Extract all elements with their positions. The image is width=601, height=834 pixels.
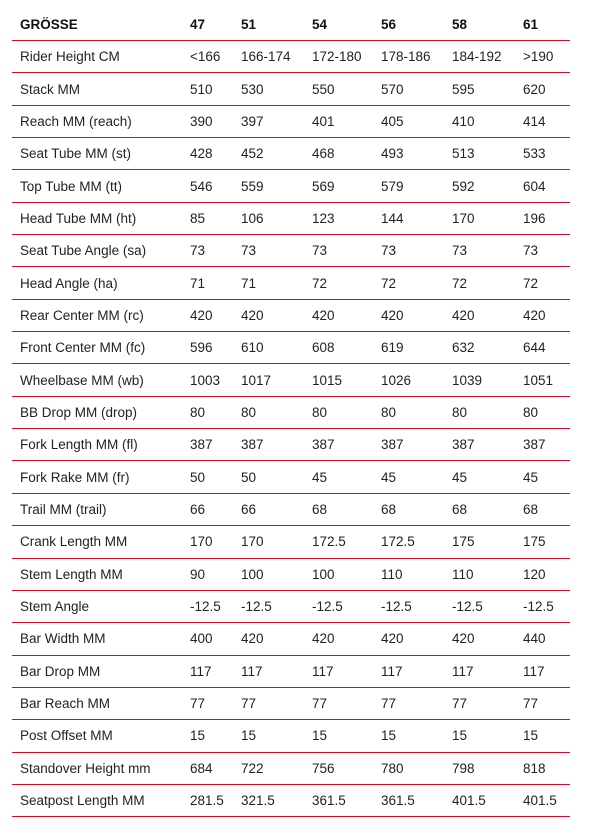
table-cell: 66 [182,493,233,525]
table-cell: 420 [182,299,233,331]
table-cell: 117 [373,655,444,687]
table-cell: 15 [304,720,373,752]
row-label: Bar Drop MM [12,655,182,687]
table-cell: 15 [373,720,444,752]
table-cell: 170 [182,526,233,558]
table-cell: 15 [444,720,515,752]
table-cell: 818 [515,752,570,784]
table-cell: 68 [444,493,515,525]
table-cell: 400 [182,623,233,655]
table-cell: 595 [444,73,515,105]
table-cell: -12.5 [515,590,570,622]
column-header-size-56: 56 [373,8,444,41]
table-cell: 73 [304,235,373,267]
table-cell: 72 [515,267,570,299]
row-label: Top Tube MM (tt) [12,170,182,202]
row-label: Seatpost Length MM [12,784,182,816]
table-row [12,720,570,752]
table-cell: 632 [444,332,515,364]
table-cell: 68 [373,493,444,525]
table-cell: 644 [515,332,570,364]
row-label: Stem Angle [12,590,182,622]
table-cell: -12.5 [444,590,515,622]
table-cell: 120 [515,558,570,590]
table-cell: 73 [373,235,444,267]
table-cell: 166-174 [233,41,304,73]
table-cell: 77 [373,687,444,719]
table-cell: 77 [304,687,373,719]
row-label: Bar Reach MM [12,687,182,719]
table-cell: 401.5 [444,784,515,816]
table-header [12,8,570,41]
table-cell: 414 [515,105,570,137]
table-cell: 1026 [373,364,444,396]
table-row [12,73,570,105]
table-row [12,687,570,719]
table-cell: 77 [444,687,515,719]
table-cell: 420 [444,623,515,655]
table-row [12,202,570,234]
table-cell: 100 [304,558,373,590]
table-cell: 170 [233,526,304,558]
table-cell: 420 [373,299,444,331]
table-cell: 73 [233,235,304,267]
table-cell: 387 [373,429,444,461]
table-cell: 596 [182,332,233,364]
table-row [12,784,570,816]
table-row [12,138,570,170]
column-header-size-61: 61 [515,8,570,41]
table-cell: 117 [444,655,515,687]
table-cell: 569 [304,170,373,202]
table-cell: 77 [182,687,233,719]
table-row [12,590,570,622]
table-cell: 15 [233,720,304,752]
table-cell: 66 [233,493,304,525]
table-cell: 1051 [515,364,570,396]
table-cell: 387 [515,429,570,461]
table-cell: <166 [182,41,233,73]
table-body [12,41,570,817]
table-cell: 570 [373,73,444,105]
table-row [12,267,570,299]
table-cell: 45 [304,461,373,493]
table-cell: 175 [444,526,515,558]
row-label: Bar Width MM [12,623,182,655]
column-header-size-51: 51 [233,8,304,41]
table-cell: 71 [182,267,233,299]
table-cell: 420 [373,623,444,655]
table-row [12,364,570,396]
table-cell: 420 [515,299,570,331]
table-cell: 73 [444,235,515,267]
column-header-size-54: 54 [304,8,373,41]
geometry-table [12,8,570,817]
table-cell: 172.5 [304,526,373,558]
table-cell: 50 [182,461,233,493]
table-cell: 50 [233,461,304,493]
table-cell: 321.5 [233,784,304,816]
table-row [12,461,570,493]
table-cell: 361.5 [373,784,444,816]
table-cell: 72 [373,267,444,299]
table-cell: 559 [233,170,304,202]
row-label: Fork Rake MM (fr) [12,461,182,493]
row-label: Rider Height CM [12,41,182,73]
row-label: Trail MM (trail) [12,493,182,525]
table-cell: 72 [304,267,373,299]
row-label: Wheelbase MM (wb) [12,364,182,396]
table-cell: 410 [444,105,515,137]
table-cell: 178-186 [373,41,444,73]
table-cell: 15 [515,720,570,752]
table-row [12,396,570,428]
table-cell: 80 [373,396,444,428]
table-cell: 493 [373,138,444,170]
table-cell: 175 [515,526,570,558]
table-cell: 620 [515,73,570,105]
table-cell: 172-180 [304,41,373,73]
table-cell: 281.5 [182,784,233,816]
table-cell: 510 [182,73,233,105]
table-cell: 77 [233,687,304,719]
table-cell: -12.5 [373,590,444,622]
table-cell: 440 [515,623,570,655]
table-cell: 452 [233,138,304,170]
row-label: Crank Length MM [12,526,182,558]
table-cell: 401 [304,105,373,137]
table-row [12,655,570,687]
table-cell: 420 [304,623,373,655]
table-cell: 117 [182,655,233,687]
table-cell: 110 [444,558,515,590]
table-cell: 196 [515,202,570,234]
table-cell: 722 [233,752,304,784]
table-cell: 756 [304,752,373,784]
row-label: Rear Center MM (rc) [12,299,182,331]
table-row [12,429,570,461]
table-cell: 15 [182,720,233,752]
row-label: Standover Height mm [12,752,182,784]
table-cell: -12.5 [304,590,373,622]
table-cell: 387 [444,429,515,461]
column-header-size: GRÖSSE [12,8,182,41]
table-cell: 71 [233,267,304,299]
table-cell: 73 [515,235,570,267]
table-cell: 361.5 [304,784,373,816]
table-cell: 420 [233,623,304,655]
row-label: Post Offset MM [12,720,182,752]
table-cell: 110 [373,558,444,590]
table-cell: 513 [444,138,515,170]
table-row [12,41,570,73]
row-label: Seat Tube MM (st) [12,138,182,170]
table-cell: 72 [444,267,515,299]
table-cell: 123 [304,202,373,234]
table-cell: -12.5 [233,590,304,622]
table-row [12,526,570,558]
table-cell: 405 [373,105,444,137]
table-row [12,558,570,590]
table-cell: 45 [373,461,444,493]
table-cell: 428 [182,138,233,170]
table-cell: 45 [444,461,515,493]
table-row [12,332,570,364]
table-cell: 77 [515,687,570,719]
table-cell: 420 [304,299,373,331]
table-cell: 144 [373,202,444,234]
table-cell: 798 [444,752,515,784]
row-label: Stack MM [12,73,182,105]
row-label: Front Center MM (fc) [12,332,182,364]
row-label: Seat Tube Angle (sa) [12,235,182,267]
table-cell: 117 [233,655,304,687]
table-cell: 1015 [304,364,373,396]
row-label: Fork Length MM (fl) [12,429,182,461]
column-header-size-58: 58 [444,8,515,41]
table-cell: 684 [182,752,233,784]
table-cell: 468 [304,138,373,170]
row-label: Reach MM (reach) [12,105,182,137]
table-cell: 80 [182,396,233,428]
row-label: BB Drop MM (drop) [12,396,182,428]
table-cell: 420 [233,299,304,331]
table-cell: 397 [233,105,304,137]
table-cell: 1017 [233,364,304,396]
table-cell: 184-192 [444,41,515,73]
row-label: Stem Length MM [12,558,182,590]
table-cell: 73 [182,235,233,267]
column-header-size-47: 47 [182,8,233,41]
table-cell: 546 [182,170,233,202]
table-cell: 85 [182,202,233,234]
table-cell: 387 [304,429,373,461]
table-cell: 780 [373,752,444,784]
table-cell: 90 [182,558,233,590]
table-cell: 533 [515,138,570,170]
table-cell: 401.5 [515,784,570,816]
table-cell: -12.5 [182,590,233,622]
table-cell: 1003 [182,364,233,396]
table-cell: 387 [182,429,233,461]
table-cell: 68 [304,493,373,525]
table-cell: 106 [233,202,304,234]
table-row [12,105,570,137]
table-cell: >190 [515,41,570,73]
row-label: Head Angle (ha) [12,267,182,299]
table-cell: 45 [515,461,570,493]
table-cell: 390 [182,105,233,137]
table-cell: 117 [515,655,570,687]
table-cell: 172.5 [373,526,444,558]
table-cell: 117 [304,655,373,687]
table-cell: 100 [233,558,304,590]
table-row [12,235,570,267]
table-cell: 80 [304,396,373,428]
table-cell: 592 [444,170,515,202]
table-cell: 420 [444,299,515,331]
table-cell: 80 [515,396,570,428]
table-row [12,752,570,784]
table-cell: 608 [304,332,373,364]
table-cell: 530 [233,73,304,105]
table-cell: 579 [373,170,444,202]
table-cell: 604 [515,170,570,202]
row-label: Head Tube MM (ht) [12,202,182,234]
header-row [12,8,570,41]
table-cell: 550 [304,73,373,105]
table-row [12,623,570,655]
table-cell: 1039 [444,364,515,396]
table-cell: 80 [233,396,304,428]
table-cell: 387 [233,429,304,461]
table-cell: 610 [233,332,304,364]
table-cell: 68 [515,493,570,525]
table-row [12,493,570,525]
table-cell: 619 [373,332,444,364]
table-row [12,170,570,202]
table-row [12,299,570,331]
table-cell: 80 [444,396,515,428]
table-cell: 170 [444,202,515,234]
